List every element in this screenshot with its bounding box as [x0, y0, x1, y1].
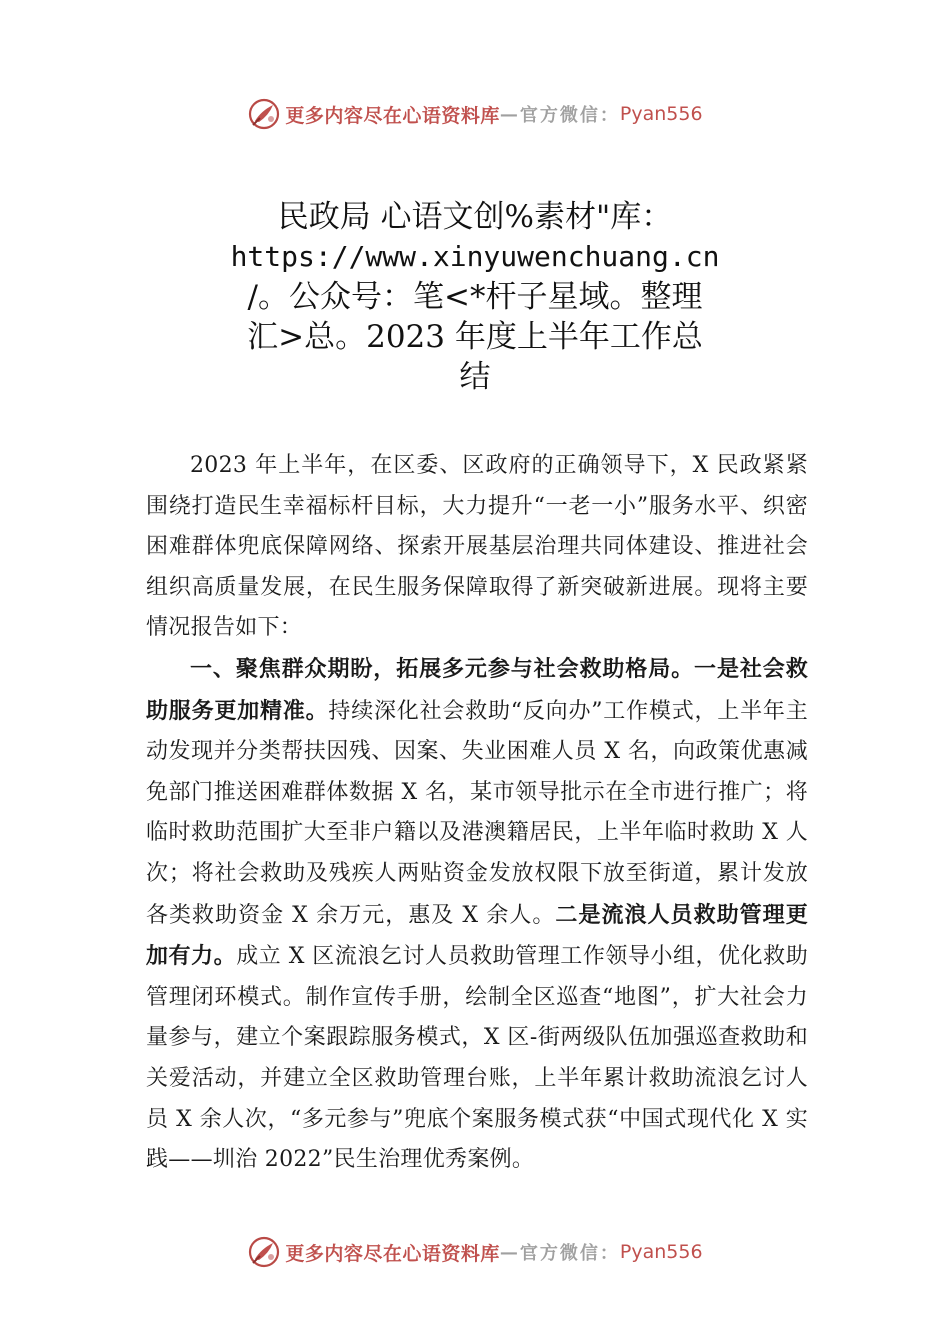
point-2-body: 成立 X 区流浪乞讨人员救助管理工作领导小组，优化救助管理闭环模式。制作宣传手册，绘制全区巡查“地图”，扩大社会力量参与，建立个案跟踪服务模式，X 区-街两级队伍加强巡查救助和关爱活动，并建立全区救助管理台账，上半年累计救助流浪乞讨人员 X 余人次，“多元参与”兜底个案服务模式获“中国式现代化 X 实践——圳治 2022”民生治理优秀案例。	[146, 944, 809, 1173]
point-2-heading: 二是流浪人员救助管理更加有力。	[146, 901, 808, 970]
banner-main-text: 更多内容尽在心语资料库	[285, 1242, 500, 1265]
banner-sub-text: 官方微信：	[519, 1243, 620, 1264]
footer-banner	[0, 1232, 950, 1272]
title-line-3: /。公众号：笔<*杆子星域。整理	[247, 279, 703, 315]
pen-quill-logo-icon	[247, 1235, 281, 1269]
banner-sub-text: 官方微信：	[519, 105, 620, 126]
pen-quill-logo-icon	[247, 97, 281, 131]
document-title	[175, 197, 775, 397]
banner-dash: —	[499, 1241, 520, 1263]
banner-main-text: 更多内容尽在心语资料库	[285, 104, 500, 127]
title-line-1: 民政局 心语文创%素材"库：	[277, 199, 673, 235]
banner-wechat-id: Pyan556	[619, 1241, 703, 1263]
document-body	[146, 446, 808, 1181]
title-line-2: https://www.xinyuwenchuang.cn	[230, 240, 720, 273]
header-banner	[0, 94, 950, 134]
point-1-heading: 一是社会救助服务更加精准。	[146, 655, 808, 724]
title-line-4: 汇>总。2023 年度上半年工作总	[247, 319, 703, 355]
title-line-5: 结	[459, 359, 491, 395]
point-1-body: 持续深化社会救助“反向办”工作模式，上半年主动发现并分类帮扶因残、因案、失业困难人员 X 名，向政策优惠减免部门推送困难群体数据 X 名，某市领导批示在全市进行推广；将临时救助范围扩大至非户籍以及港澳籍居民，上半年临时救助 X 人次；将社会救助及残疾人两贴资金发放权限下放至街道，累计发放各类救助资金 X 余万元，惠及 X 余人。	[146, 698, 808, 928]
intro-paragraph: 2023 年上半年，在区委、区政府的正确领导下，X 民政紧紧围绕打造民生幸福标杆目标，大力提升“一老一小”服务水平、织密困难群体兜底保障网络、探索开展基层治理共同体建设、推进社会组织高质量发展，在民生服务保障取得了新突破新进展。现将主要情况报告如下：	[146, 453, 808, 641]
banner-wechat-id: Pyan556	[619, 103, 703, 125]
section-1-paragraph	[146, 649, 808, 1181]
section-1-heading: 一、聚焦群众期盼，拓展多元参与社会救助格局。	[190, 655, 695, 682]
banner-dash: —	[499, 103, 520, 125]
